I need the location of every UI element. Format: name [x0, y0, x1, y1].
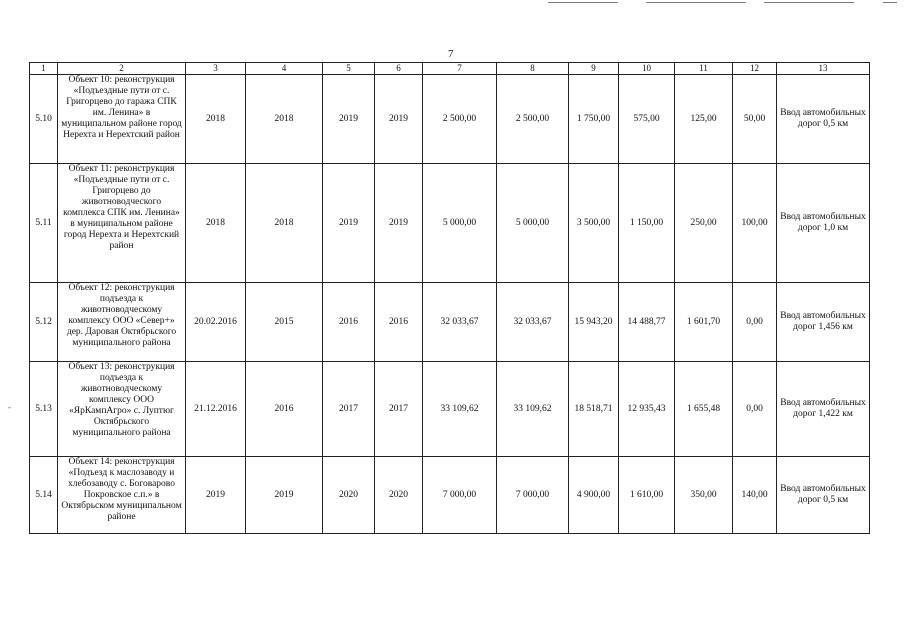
- col8-value: 5 000,00: [497, 164, 569, 283]
- table-row: [30, 457, 870, 534]
- col5-value: 2016: [323, 283, 375, 362]
- col9-value: 18 518,71: [569, 362, 619, 457]
- table-row: [30, 164, 870, 283]
- col10-value: 12 935,43: [619, 362, 675, 457]
- col5-value: 2019: [323, 164, 375, 283]
- col10-value: 14 488,77: [619, 283, 675, 362]
- result-text: Ввод автомобильных дорог 1,0 км: [777, 164, 870, 283]
- col12-value: 140,00: [733, 457, 777, 534]
- col9-value: 4 900,00: [569, 457, 619, 534]
- col-header: 6: [375, 63, 423, 75]
- table-row: [30, 283, 870, 362]
- col12-value: 50,00: [733, 75, 777, 164]
- col6-value: 2020: [375, 457, 423, 534]
- col-header: 9: [569, 63, 619, 75]
- col4-value: 2016: [246, 362, 323, 457]
- col11-value: 1 655,48: [675, 362, 733, 457]
- col11-value: 1 601,70: [675, 283, 733, 362]
- scan-line-3: [764, 2, 854, 3]
- col-header: 13: [777, 63, 870, 75]
- row-number: 5.11: [30, 164, 58, 283]
- col10-value: 575,00: [619, 75, 675, 164]
- scan-line-2: [646, 2, 746, 3]
- col8-value: 32 033,67: [497, 283, 569, 362]
- col11-value: 125,00: [675, 75, 733, 164]
- col3-value: 20.02.2016: [186, 283, 246, 362]
- col6-value: 2017: [375, 362, 423, 457]
- col-header: 3: [186, 63, 246, 75]
- col12-value: 0,00: [733, 283, 777, 362]
- page-number: 7: [448, 48, 454, 60]
- scan-line-4: [883, 2, 897, 3]
- col5-value: 2019: [323, 75, 375, 164]
- investment-table: [29, 62, 870, 534]
- result-text: Ввод автомобильных дорог 1,422 км: [777, 362, 870, 457]
- col7-value: 2 500,00: [423, 75, 497, 164]
- col-header: 1: [30, 63, 58, 75]
- col-header: 2: [58, 63, 186, 75]
- col-header: 4: [246, 63, 323, 75]
- row-number: 5.10: [30, 75, 58, 164]
- col3-value: 2018: [186, 75, 246, 164]
- object-description: Объект 14: реконструкция «Подъезд к маслозаводу и хлебозаводу с. Боговарово Покровское с.п.» в Октябрьском муниципальном районе: [58, 457, 186, 534]
- col10-value: 1 150,00: [619, 164, 675, 283]
- col3-value: 21.12.2016: [186, 362, 246, 457]
- object-description: Объект 10: реконструкция «Подъездные пути от с. Григорцево до гаража СПК им. Ленина» в муниципальном районе город Нерехта и Нерехтский район: [58, 75, 186, 164]
- object-description: Объект 12: реконструкция подъезда к животноводческому комплексу ООО «Север+» дер. Даровая Октябрьского муниципального района: [58, 283, 186, 362]
- col9-value: 1 750,00: [569, 75, 619, 164]
- row-number: 5.13: [30, 362, 58, 457]
- col7-value: 32 033,67: [423, 283, 497, 362]
- col5-value: 2017: [323, 362, 375, 457]
- col11-value: 250,00: [675, 164, 733, 283]
- col9-value: 15 943,20: [569, 283, 619, 362]
- col-header: 11: [675, 63, 733, 75]
- col3-value: 2019: [186, 457, 246, 534]
- result-text: Ввод автомобильных дорог 0,5 км: [777, 457, 870, 534]
- col4-value: 2015: [246, 283, 323, 362]
- col3-value: 2018: [186, 164, 246, 283]
- row-number: 5.12: [30, 283, 58, 362]
- col8-value: 2 500,00: [497, 75, 569, 164]
- col4-value: 2019: [246, 457, 323, 534]
- col11-value: 350,00: [675, 457, 733, 534]
- col7-value: 5 000,00: [423, 164, 497, 283]
- col6-value: 2019: [375, 164, 423, 283]
- col-header: 10: [619, 63, 675, 75]
- row-number: 5.14: [30, 457, 58, 534]
- col7-value: 33 109,62: [423, 362, 497, 457]
- result-text: Ввод автомобильных дорог 1,456 км: [777, 283, 870, 362]
- col-header: 7: [423, 63, 497, 75]
- scan-line-1: [548, 2, 618, 3]
- col10-value: 1 610,00: [619, 457, 675, 534]
- col-header: 8: [497, 63, 569, 75]
- col12-value: 0,00: [733, 362, 777, 457]
- col-header: 5: [323, 63, 375, 75]
- col-header: 12: [733, 63, 777, 75]
- col5-value: 2020: [323, 457, 375, 534]
- col9-value: 3 500,00: [569, 164, 619, 283]
- col6-value: 2019: [375, 75, 423, 164]
- col8-value: 33 109,62: [497, 362, 569, 457]
- header-row: [30, 63, 870, 75]
- scan-speck: -: [8, 402, 11, 412]
- col6-value: 2016: [375, 283, 423, 362]
- object-description: Объект 11: реконструкция «Подъездные пути от с. Григорцево до животноводческого комплекса СПК им. Ленина» в муниципальном районе город Нерехта и Нерехтский район: [58, 164, 186, 283]
- result-text: Ввод автомобильных дорог 0,5 км: [777, 75, 870, 164]
- col12-value: 100,00: [733, 164, 777, 283]
- col4-value: 2018: [246, 75, 323, 164]
- col4-value: 2018: [246, 164, 323, 283]
- table-row: [30, 75, 870, 164]
- col8-value: 7 000,00: [497, 457, 569, 534]
- table-row: [30, 362, 870, 457]
- object-description: Объект 13: реконструкция подъезда к животноводческому комплексу ООО «ЯрКампАгро» с. Луптюг Октябрьского муниципального района: [58, 362, 186, 457]
- col7-value: 7 000,00: [423, 457, 497, 534]
